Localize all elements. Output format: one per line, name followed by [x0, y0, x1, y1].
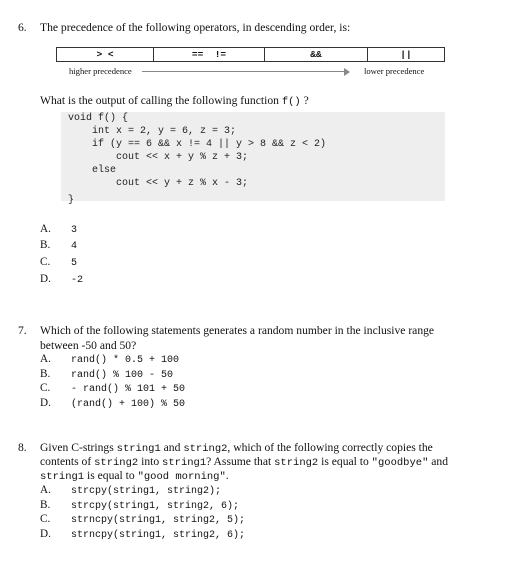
- q7-option-c-letter: C.: [40, 382, 51, 394]
- q7-number: 7.: [18, 324, 27, 337]
- q8-option-d-value: strncpy(string1, string2, 6);: [71, 530, 246, 541]
- q8-line1-code-string2: string2: [183, 443, 228, 455]
- q8-line1-code-string1: string1: [116, 443, 161, 455]
- q7-option-d-value: (rand() + 100) % 50: [71, 399, 186, 410]
- code-line: cout << x + y % z + 3;: [68, 152, 249, 163]
- q8-text-line3: [40, 469, 229, 484]
- q7-text-line2: between -50 and 50?: [40, 339, 137, 352]
- q6-option-d-value: -2: [71, 275, 84, 286]
- q8-line3-code: string1: [40, 471, 85, 483]
- q8-line3-code: "good morning": [137, 471, 226, 483]
- q6-sub-question: [40, 94, 309, 109]
- precedence-cell-or: ||: [400, 49, 412, 60]
- q8-line2-code: string1: [162, 457, 207, 469]
- q8-line3-text: .: [225, 469, 229, 482]
- precedence-cell-and: &&: [265, 48, 368, 61]
- q8-line2-text: into: [138, 455, 163, 468]
- q7-option-a-letter: A.: [40, 353, 51, 365]
- code-line: else: [68, 165, 117, 176]
- q8-line2-code: string2: [274, 457, 319, 469]
- q8-option-b-letter: B.: [40, 499, 51, 511]
- q8-option-a-letter: A.: [40, 484, 51, 496]
- precedence-arrow-line: [142, 71, 346, 72]
- q6-option-b-value: 4: [71, 241, 78, 252]
- q8-option-d-letter: D.: [40, 528, 51, 540]
- q7-text-line1: Which of the following statements generates a random number in the inclusive range: [40, 324, 435, 337]
- higher-precedence-label: higher precedence: [69, 66, 132, 76]
- q8-line2-code: string2: [94, 457, 139, 469]
- precedence-cell-equality: == !=: [154, 48, 265, 61]
- q7-option-b-letter: B.: [40, 368, 51, 380]
- precedence-cell-relational: > <: [57, 48, 154, 61]
- q7-option-a-value: rand() * 0.5 + 100: [71, 355, 180, 366]
- q7-option-c-value: - rand() % 101 + 50: [71, 384, 186, 395]
- q8-number: 8.: [18, 441, 27, 454]
- precedence-bar: [56, 47, 445, 62]
- q6-sub-question-code: f(): [281, 96, 301, 108]
- q6-option-a-letter: A.: [40, 223, 51, 235]
- q8-line2-text: ? Assume that: [206, 455, 275, 468]
- q8-line2-text: contents of: [40, 455, 95, 468]
- q8-line1-text: Given C-strings: [40, 441, 117, 454]
- q8-option-a-value: strcpy(string1, string2);: [71, 486, 222, 497]
- q7-option-d-letter: D.: [40, 397, 51, 409]
- q8-line2-text: and: [428, 455, 449, 468]
- q8-option-b-value: strcpy(string1, string2, 6);: [71, 501, 240, 512]
- arrow-right-icon: [344, 68, 350, 76]
- q8-text-line1: [40, 441, 433, 456]
- q8-line2-text: is equal to: [318, 455, 372, 468]
- code-line: cout << y + z % x - 3;: [68, 178, 249, 189]
- code-line: void f() {: [68, 113, 129, 124]
- q8-line1-text: and: [160, 441, 184, 454]
- q6-sub-question-pre: What is the output of calling the following function: [40, 94, 282, 107]
- code-line: int x = 2, y = 6, z = 3;: [68, 126, 237, 137]
- q8-option-c-letter: C.: [40, 513, 51, 525]
- q6-text: The precedence of the following operators, in descending order, is:: [40, 21, 351, 34]
- q8-line3-text: is equal to: [84, 469, 138, 482]
- q6-option-b-letter: B.: [40, 239, 51, 251]
- q6-sub-question-post: ?: [300, 94, 309, 107]
- q6-number: 6.: [18, 21, 27, 34]
- q6-option-d-letter: D.: [40, 273, 51, 285]
- q8-text-line2: [40, 455, 448, 470]
- code-closing-brace: }: [68, 195, 75, 206]
- q6-option-a-value: 3: [71, 225, 78, 236]
- q8-line2-code: "goodbye": [371, 457, 429, 469]
- q6-option-c-value: 5: [71, 258, 78, 269]
- q7-option-b-value: rand() % 100 - 50: [71, 370, 174, 381]
- q8-option-c-value: strncpy(string1, string2, 5);: [71, 515, 246, 526]
- lower-precedence-label: lower precedence: [364, 66, 425, 76]
- q8-line1-text: , which of the following correctly copies the: [227, 441, 433, 454]
- code-line: if (y == 6 && x != 4 || y > 8 && z < 2): [68, 139, 327, 150]
- q6-option-c-letter: C.: [40, 256, 51, 268]
